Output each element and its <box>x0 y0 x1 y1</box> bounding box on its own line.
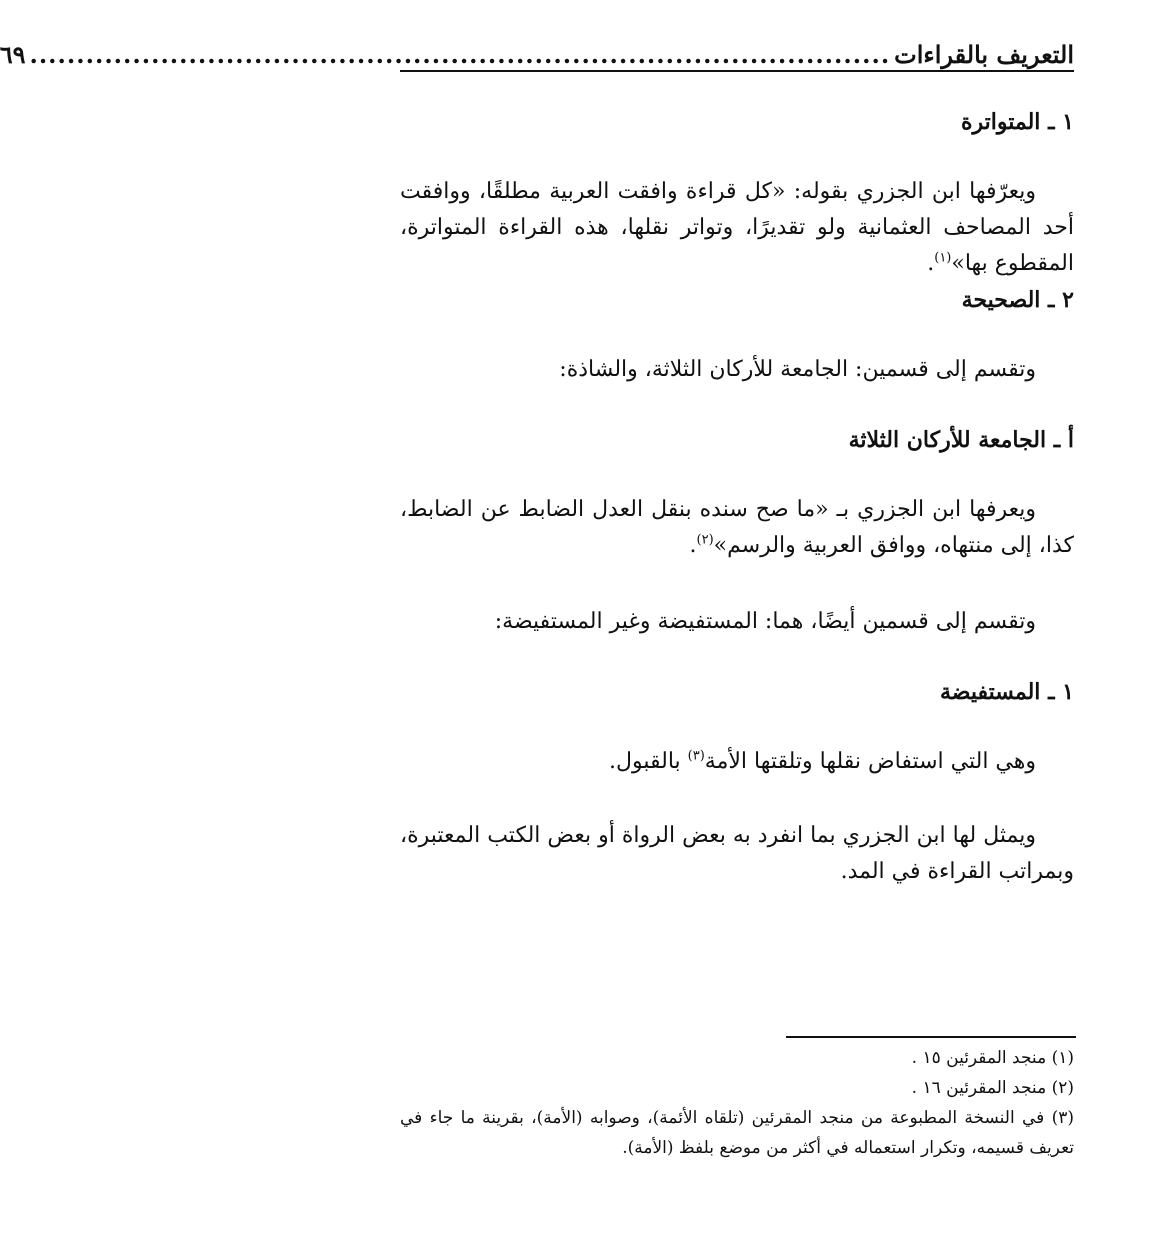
paragraph-jamia-definition <box>400 492 1074 564</box>
footnotes <box>400 1043 1074 1163</box>
header-rule <box>400 70 1074 72</box>
paragraph-sahiha-division: وتقسم إلى قسمين: الجامعة للأركان الثلاثة، والشاذة: <box>559 357 1036 382</box>
running-header-dots: ............................................................................................ <box>29 40 891 69</box>
paragraph-text-end: . <box>689 533 697 558</box>
paragraph-text: ويعرّفها ابن الجزري بقوله: «كل قراءة وافقت العربية مطلقًا، ووافقت أحد المصاحف العثمانية ولو تقديرًا، وتواتر نقلها، هذه القراءة المتواترة، المقطوع بها» <box>400 179 1074 276</box>
paragraph-text-end: بالقبول. <box>609 749 688 774</box>
paragraph-text: وهي التي استفاض نقلها وتلقتها الأمة <box>704 749 1036 774</box>
footnote-3: (٣) في النسخة المطبوعة من منجد المقرئين (تلقاه الأئمة)، وصوابه (الأمة)، بقرينة ما جاء في تعريف قسيمه، وتكرار استعماله في أكثر من موضع بلفظ (الأمة). <box>400 1108 1074 1158</box>
subsection-heading-jamia: أ ـ الجامعة للأركان الثلاثة <box>848 427 1074 453</box>
paragraph-mustafida-definition <box>400 744 1074 780</box>
section-heading-mutawatira: ١ ـ المتواترة <box>960 109 1074 135</box>
subsection-heading-mustafida: ١ ـ المستفيضة <box>939 679 1074 705</box>
paragraph-mutawatira-definition <box>400 174 1074 282</box>
footnote-marker-1[interactable]: (١) <box>934 250 952 266</box>
page-number: ٦٩ <box>0 40 26 69</box>
section-heading-sahiha: ٢ ـ الصحيحة <box>961 287 1074 313</box>
paragraph-text-end: . <box>927 251 935 276</box>
paragraph-text: ويعرفها ابن الجزري بـ «ما صح سنده بنقل العدل الضابط عن الضابط، كذا، إلى منتهاه، ووافق العربية والرسم» <box>400 497 1074 558</box>
paragraph-mustafida-example: ويمثل لها ابن الجزري بما انفرد به بعض الرواة أو بعض الكتب المعتبرة، وبمراتب القراءة في المد. <box>400 823 1074 884</box>
footnote-1: (١) منجد المقرئين ١٥ . <box>911 1048 1074 1068</box>
running-header-title: التعريف بالقراءات <box>894 40 1074 69</box>
footnote-2: (٢) منجد المقرئين ١٦ . <box>911 1078 1074 1098</box>
footnote-marker-3[interactable]: (٣) <box>687 748 705 764</box>
footnote-separator <box>786 1036 1076 1038</box>
paragraph-jamia-division: وتقسم إلى قسمين أيضًا، هما: المستفيضة وغير المستفيضة: <box>494 609 1036 634</box>
running-header <box>0 30 1074 70</box>
footnote-marker-2[interactable]: (٢) <box>696 532 714 548</box>
